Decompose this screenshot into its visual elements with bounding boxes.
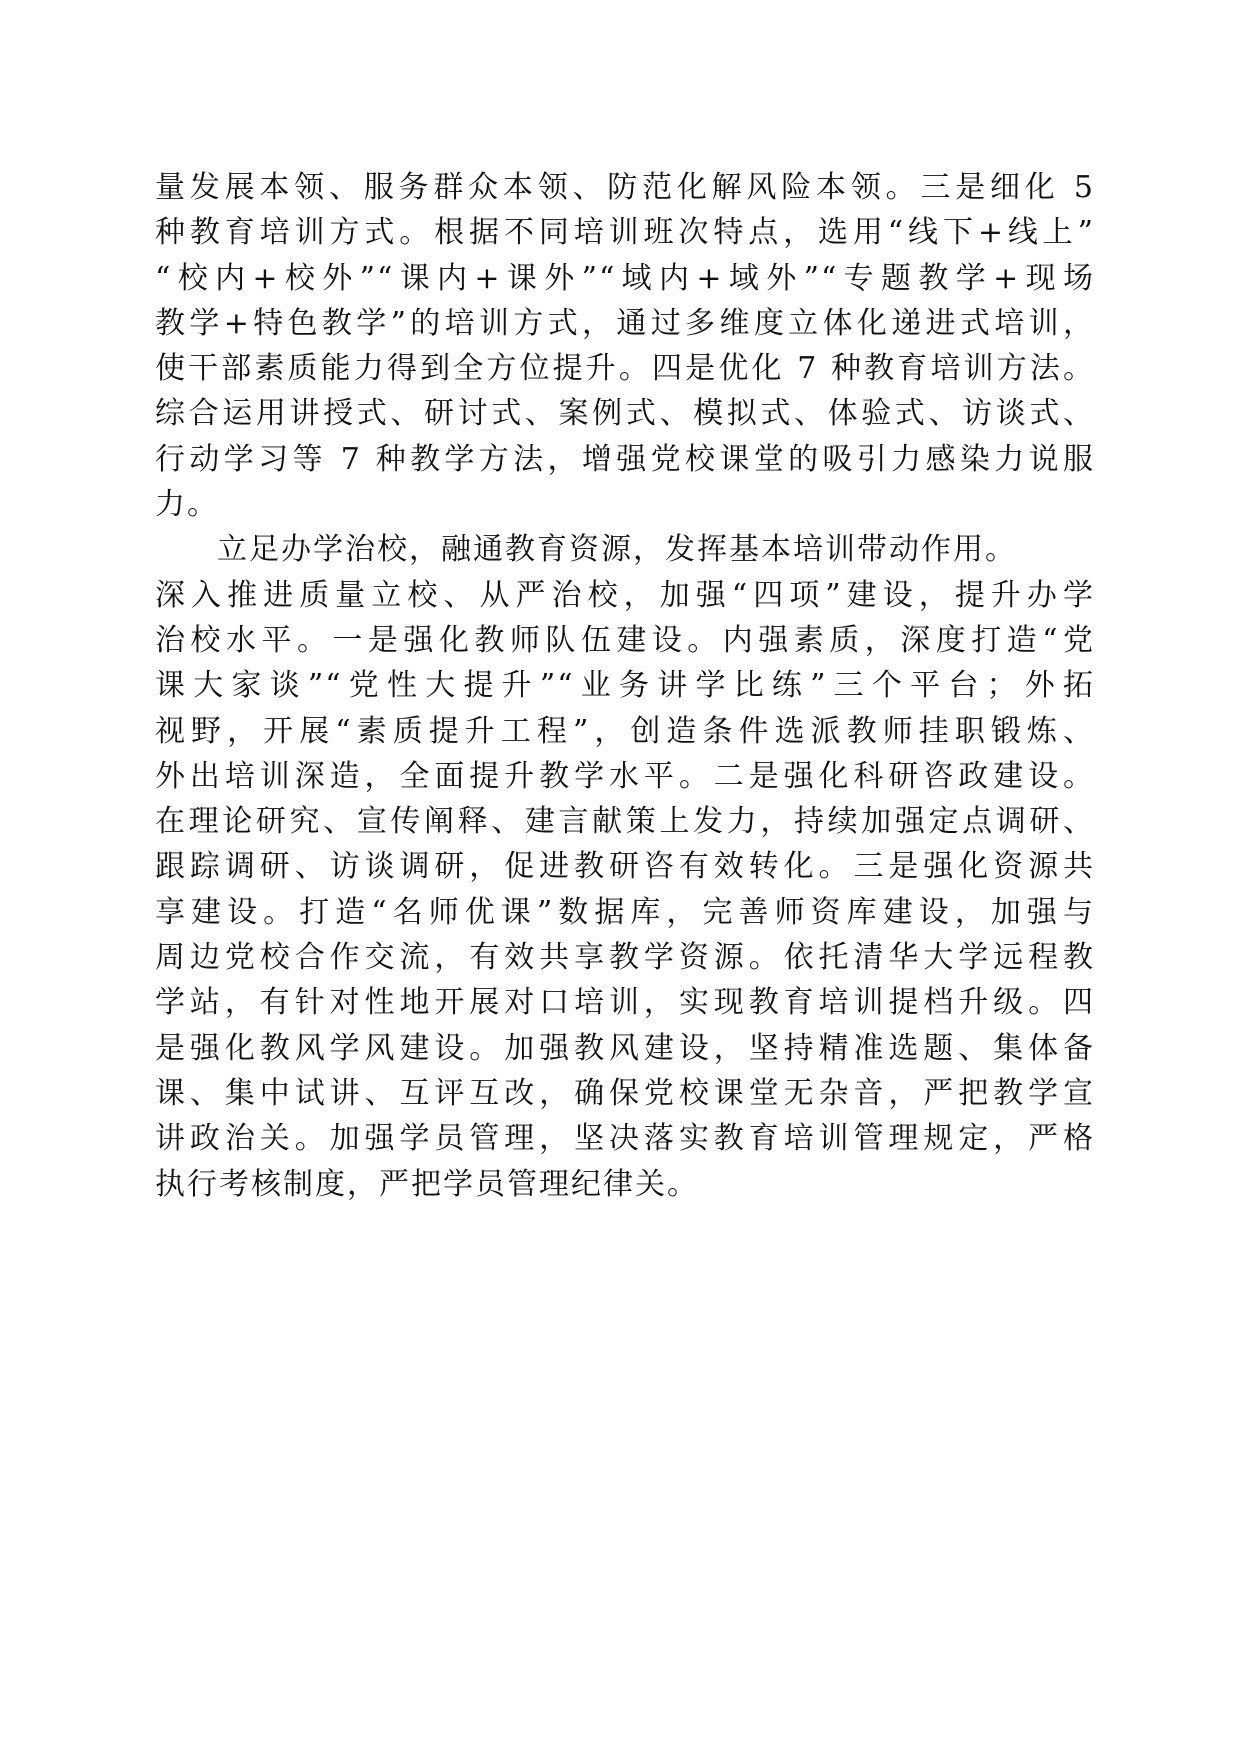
text-line: 视野，开展“素质提升工程”，创造条件选派教师挂职锻炼、: [155, 713, 1095, 749]
text-line: 是强化教风学风建设。加强教风建设，坚持精准选题、集体备: [155, 1030, 1095, 1066]
body-text: [155, 165, 1095, 1207]
text-line: 使干部素质能力得到全方位提升。四是优化 7 种教育培训方法。: [155, 351, 1095, 387]
text-line: 治校水平。一是强化教师队伍建设。内强素质，深度打造“党: [155, 622, 1095, 658]
text-line: 课、集中试讲、互评互改，确保党校课堂无杂音，严把教学宣: [155, 1075, 1095, 1111]
text-line: 种教育培训方式。根据不同培训班次特点，选用“线下+线上”: [155, 215, 1095, 251]
text-line: 享建设。打造“名师优课”数据库，完善师资库建设，加强与: [155, 894, 1095, 930]
text-line: 讲政治关。加强学员管理，坚决落实教育培训管理规定，严格: [155, 1121, 1095, 1157]
paragraph-1: [155, 165, 1095, 527]
text-line: 力。: [155, 487, 219, 523]
text-line: 在理论研究、宣传阐释、建言献策上发力，持续加强定点调研、: [155, 804, 1095, 840]
text-line: 深入推进质量立校、从严治校，加强“四项”建设，提升办学: [155, 577, 1095, 613]
text-line: 执行考核制度，严把学员管理纪律关。: [155, 1166, 699, 1202]
text-line: 综合运用讲授式、研讨式、案例式、模拟式、体验式、访谈式、: [155, 396, 1095, 432]
text-line: 立足办学治校，融通教育资源，发挥基本培训带动作用。: [217, 532, 1017, 568]
text-line: 行动学习等 7 种教学方法，增强党校课堂的吸引力感染力说服: [155, 441, 1095, 477]
text-line: 教学+特色教学”的培训方式，通过多维度立体化递进式培训，: [155, 305, 1095, 341]
text-line: 量发展本领、服务群众本领、防范化解风险本领。三是细化 5: [155, 170, 1095, 205]
text-line: “校内+校外”“课内+课外”“域内+域外”“专题教学+现场: [155, 260, 1095, 296]
paragraph-2: [155, 527, 1095, 1206]
text-line: 外出培训深造，全面提升教学水平。二是强化科研咨政建设。: [155, 758, 1095, 794]
text-line: 学站，有针对性地开展对口培训，实现教育培训提档升级。四: [155, 985, 1095, 1021]
text-line: 跟踪调研、访谈调研，促进教研咨有效转化。三是强化资源共: [155, 849, 1095, 885]
text-line: 课大家谈”“党性大提升”“业务讲学比练”三个平台；外拓: [155, 668, 1095, 704]
text-line: 周边党校合作交流，有效共享教学资源。依托清华大学远程教: [155, 940, 1095, 976]
